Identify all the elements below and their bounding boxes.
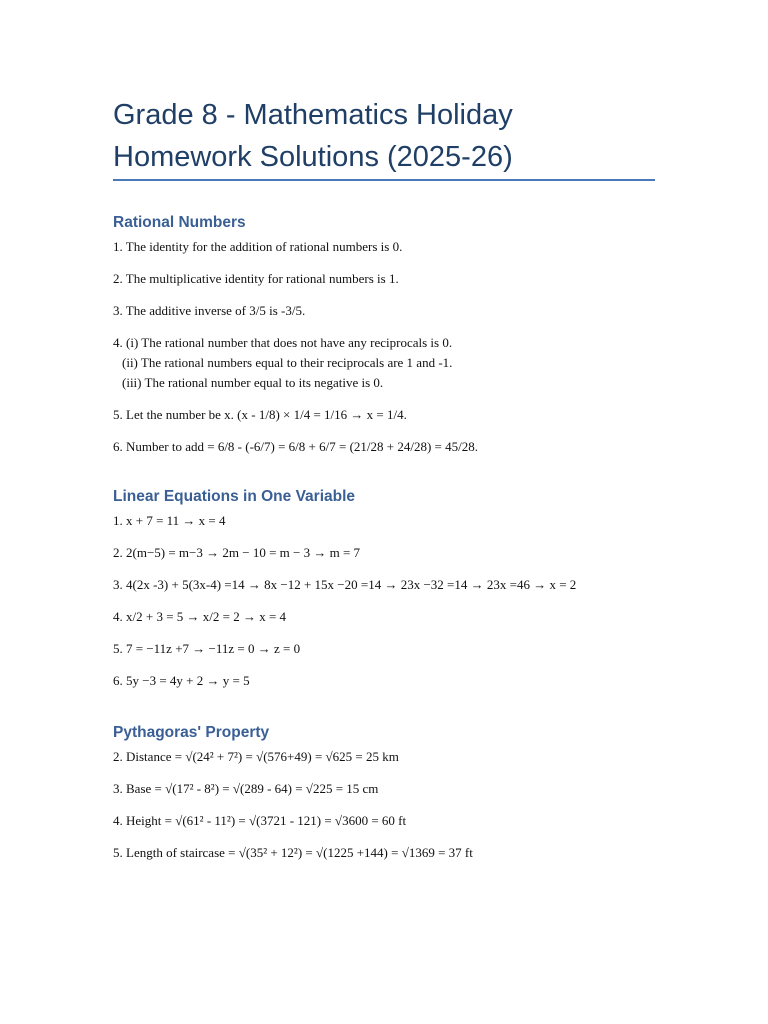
solution-item: 4. x/2 + 3 = 5 → x/2 = 2 → x = 4: [113, 609, 287, 624]
solution-item: 1. x + 7 = 11 → x = 4: [113, 513, 226, 528]
solution-item: 5. Let the number be x. (x - 1/8) × 1/4 = 1/16 → x = 1/4.: [113, 407, 407, 422]
solution-item: 5. 7 = −11z +7 → −11z = 0 → z = 0: [113, 641, 301, 656]
solution-part: (iii) The rational number equal to its negative is 0.: [122, 375, 384, 390]
solution-item: 1. The identity for the addition of rational numbers is 0.: [113, 239, 403, 254]
solution-item: 3. Base = √(17² - 8²) = √(289 - 64) = √225 = 15 cm: [113, 781, 379, 796]
section-linear-equations: [113, 487, 693, 703]
solution-item: 5. Length of staircase = √(35² + 12²) = √(1225 +144) = √1369 = 37 ft: [113, 845, 473, 860]
section-pythagoras-property: [113, 723, 693, 875]
solution-item: 4. Height = √(61² - 11²) = √(3721 - 121) = √3600 = 60 ft: [113, 813, 407, 828]
title-underline: [113, 179, 655, 181]
solution-item: 6. 5y −3 = 4y + 2 → y = 5: [113, 673, 250, 688]
section-heading: Linear Equations in One Variable: [113, 488, 356, 505]
title-line-2: Homework Solutions (2025-26): [113, 141, 513, 173]
solution-item: 3. 4(2x -3) + 5(3x-4) =14 → 8x −12 + 15x −20 =14 → 23x −32 =14 → 23x =46 → x = 2: [113, 577, 577, 592]
document-title: [113, 94, 673, 178]
solution-part: 4. (i) The rational number that does not have any reciprocals is 0.: [113, 335, 453, 350]
solution-item: 6. Number to add = 6/8 - (-6/7) = 6/8 + 6/7 = (21/28 + 24/28) = 45/28.: [113, 439, 478, 454]
section-heading: Rational Numbers: [113, 214, 246, 231]
solution-part: (ii) The rational numbers equal to their reciprocals are 1 and -1.: [122, 355, 453, 370]
solution-item-multipart: [113, 333, 693, 393]
solution-item: 2. The multiplicative identity for rational numbers is 1.: [113, 271, 399, 286]
solution-item: 2. Distance = √(24² + 7²) = √(576+49) = √625 = 25 km: [113, 749, 399, 764]
title-line-1: Grade 8 - Mathematics Holiday: [113, 99, 513, 131]
solution-item: 2. 2(m−5) = m−3 → 2m − 10 = m − 3 → m = 7: [113, 545, 361, 560]
section-heading: Pythagoras' Property: [113, 724, 270, 741]
solution-item: 3. The additive inverse of 3/5 is -3/5.: [113, 303, 306, 318]
section-rational-numbers: [113, 213, 693, 469]
